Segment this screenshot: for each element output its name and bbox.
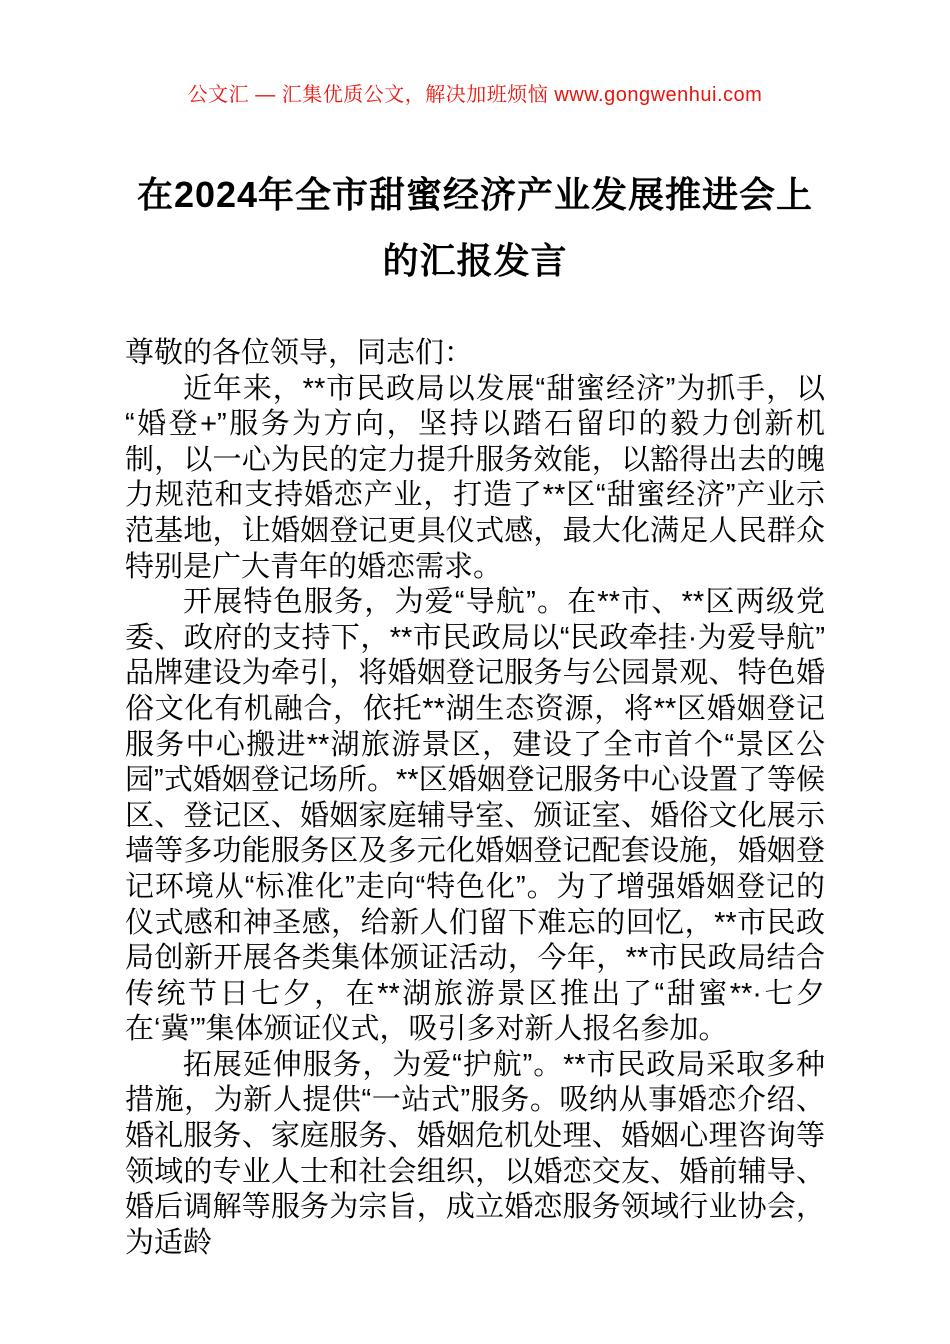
paragraph: 开展特色服务，为爱“导航”。在**市、**区两级党委、政府的支持下，**市民政局以“民政牵挂·为爱导航”品牌建设为牵引，将婚姻登记服务与公园景观、特色婚俗文化有机融合，依托**湖生态资源，将**区婚姻登记服务中心搬进**湖旅游景区，建设了全市首个“景区公园”式婚姻登记场所。**区婚姻登记服务中心设置了等候区、登记区、婚姻家庭辅导室、颁证室、婚俗文化展示墙等多功能服务区及多元化婚姻登记配套设施，婚姻登记环境从“标准化”走向“特色化”。为了增强婚姻登记的仪式感和神圣感，给新人们留下难忘的回忆，**市民政局创新开展各类集体颁证活动，今年，**市民政局结合传统节日七夕，在**湖旅游景区推出了“甜蜜**·七夕在‘冀’”集体颁证仪式，吸引多对新人报名参加。 — [125, 586, 825, 1046]
document-body — [125, 336, 825, 1261]
watermark-header: 公文汇 — 汇集优质公文，解决加班烦恼 www.gongwenhui.com — [187, 84, 763, 106]
paragraph: 近年来，**市民政局以发展“甜蜜经济”为抓手，以“婚登+”服务为方向，坚持以踏石留印的毅力创新机制，以一心为民的定力提升服务效能，以豁得出去的魄力规范和支持婚恋产业，打造了**区“甜蜜经济”产业示范基地，让婚姻登记更具仪式感，最大化满足人民群众特别是广大青年的婚恋需求。 — [125, 372, 825, 583]
document-title-line1: 在2024年全市甜蜜经济产业发展推进会上 — [136, 174, 814, 215]
paragraph: 拓展延伸服务，为爱“护航”。**市民政局采取多种措施，为新人提供“一站式”服务。吸纳从事婚恋介绍、婚礼服务、家庭服务、婚姻危机处理、婚姻心理咨询等领域的专业人士和社会组织，以婚恋交友、婚前辅导、婚后调解等服务为宗旨，成立婚恋服务领域行业协会，为适龄 — [125, 1048, 825, 1259]
salutation: 尊敬的各位领导，同志们： — [125, 337, 474, 369]
document-title-line2: 的汇报发言 — [382, 240, 568, 281]
document-title — [115, 162, 835, 294]
